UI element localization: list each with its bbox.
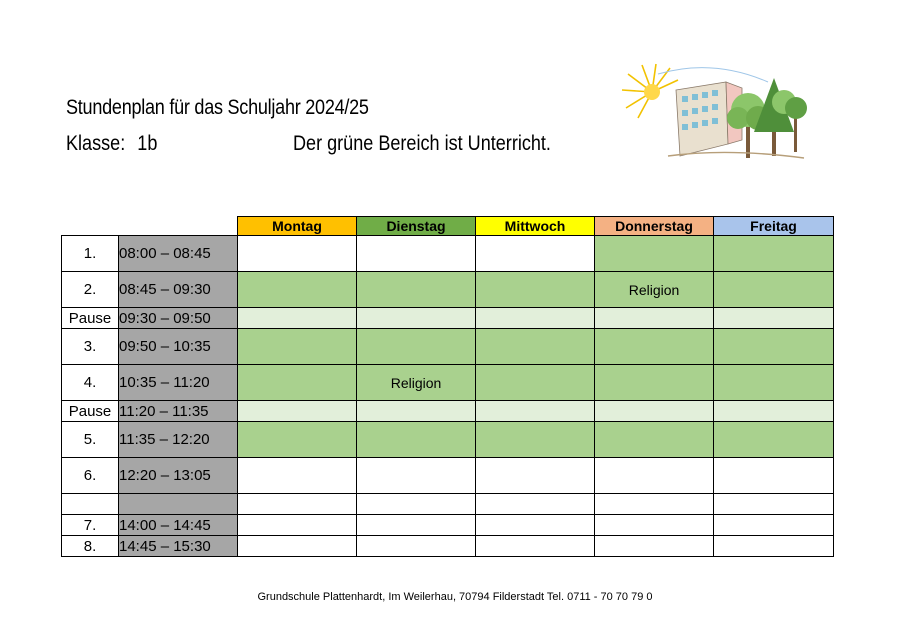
schedule-cell [595, 515, 714, 536]
period-time [119, 494, 238, 515]
schedule-cell [714, 365, 834, 401]
schedule-cell [238, 308, 357, 329]
schedule-cell [476, 536, 595, 557]
lesson-row [62, 272, 834, 308]
lesson-row [62, 422, 834, 458]
period-time: 11:35 – 12:20 [119, 422, 238, 458]
schedule-cell [714, 308, 834, 329]
lesson-row [62, 515, 834, 536]
schedule-cell [238, 515, 357, 536]
day-header-thursday: Donnerstag [595, 217, 714, 236]
schedule-cell [714, 422, 834, 458]
schedule-cell [476, 422, 595, 458]
schedule-cell [476, 494, 595, 515]
schedule-cell: Religion [595, 272, 714, 308]
day-header-tuesday: Dienstag [357, 217, 476, 236]
pause-row [62, 401, 834, 422]
period-time: 14:45 – 15:30 [119, 536, 238, 557]
day-header-wednesday: Mittwoch [476, 217, 595, 236]
period-time: 11:20 – 11:35 [119, 401, 238, 422]
class-value: 1b [137, 132, 158, 155]
timetable [61, 216, 834, 557]
schedule-cell [357, 308, 476, 329]
schedule-cell [238, 236, 357, 272]
day-header-friday: Freitag [714, 217, 834, 236]
schedule-cell [595, 365, 714, 401]
schedule-cell [238, 422, 357, 458]
page-title: Stundenplan für das Schuljahr 2024/25 [66, 96, 369, 119]
period-label: 1. [62, 236, 119, 272]
period-time: 08:00 – 08:45 [119, 236, 238, 272]
schedule-cell [595, 536, 714, 557]
schedule-cell [595, 236, 714, 272]
class-label: Klasse: [66, 132, 126, 155]
schedule-cell [714, 236, 834, 272]
schedule-cell [714, 458, 834, 494]
schedule-cell [714, 536, 834, 557]
schedule-cell [476, 272, 595, 308]
schedule-cell [476, 329, 595, 365]
period-label: Pause [62, 401, 119, 422]
period-time: 12:20 – 13:05 [119, 458, 238, 494]
lesson-row [62, 365, 834, 401]
schedule-cell [476, 365, 595, 401]
schedule-cell [714, 494, 834, 515]
schedule-cell [357, 536, 476, 557]
schedule-cell [238, 401, 357, 422]
lesson-row [62, 536, 834, 557]
lesson-row [62, 236, 834, 272]
schedule-cell [714, 515, 834, 536]
class-line [66, 132, 157, 156]
day-header-row [62, 217, 834, 236]
period-label: 8. [62, 536, 119, 557]
corner-blank [119, 217, 238, 236]
schedule-cell [476, 401, 595, 422]
schedule-cell [595, 308, 714, 329]
schedule-cell [357, 494, 476, 515]
schedule-cell [357, 458, 476, 494]
schedule-cell [476, 308, 595, 329]
schedule-cell [357, 236, 476, 272]
period-label: 7. [62, 515, 119, 536]
period-time: 08:45 – 09:30 [119, 272, 238, 308]
schedule-cell [238, 365, 357, 401]
schedule-cell [595, 422, 714, 458]
schedule-cell [238, 494, 357, 515]
period-time: 09:30 – 09:50 [119, 308, 238, 329]
period-label: 5. [62, 422, 119, 458]
period-label: 3. [62, 329, 119, 365]
legend-note: Der grüne Bereich ist Unterricht. [293, 132, 551, 155]
period-label [62, 494, 119, 515]
schedule-cell [238, 536, 357, 557]
schedule-cell [714, 272, 834, 308]
schedule-cell [357, 272, 476, 308]
schedule-cell [714, 401, 834, 422]
schedule-cell [595, 401, 714, 422]
schedule-cell [238, 458, 357, 494]
schedule-cell [476, 458, 595, 494]
schedule-cell [357, 401, 476, 422]
schedule-cell [238, 329, 357, 365]
schedule-cell [714, 329, 834, 365]
pause-row [62, 308, 834, 329]
period-time: 14:00 – 14:45 [119, 515, 238, 536]
schedule-cell [357, 329, 476, 365]
school-logo [618, 60, 808, 165]
schedule-cell: Religion [357, 365, 476, 401]
schedule-cell [357, 422, 476, 458]
schedule-cell [357, 515, 476, 536]
schedule-cell [595, 494, 714, 515]
period-label: 4. [62, 365, 119, 401]
period-label: Pause [62, 308, 119, 329]
schedule-cell [238, 272, 357, 308]
period-label: 6. [62, 458, 119, 494]
schedule-cell [595, 329, 714, 365]
corner-blank [62, 217, 119, 236]
period-label: 2. [62, 272, 119, 308]
lesson-row [62, 458, 834, 494]
lesson-row [62, 494, 834, 515]
lesson-row [62, 329, 834, 365]
schedule-cell [595, 458, 714, 494]
schedule-cell [476, 515, 595, 536]
day-header-monday: Montag [238, 217, 357, 236]
schedule-cell [476, 236, 595, 272]
period-time: 09:50 – 10:35 [119, 329, 238, 365]
period-time: 10:35 – 11:20 [119, 365, 238, 401]
school-address-footer: Grundschule Plattenhardt, Im Weilerhau, 70794 Filderstadt Tel. 0711 - 70 70 79 0 [257, 591, 653, 603]
